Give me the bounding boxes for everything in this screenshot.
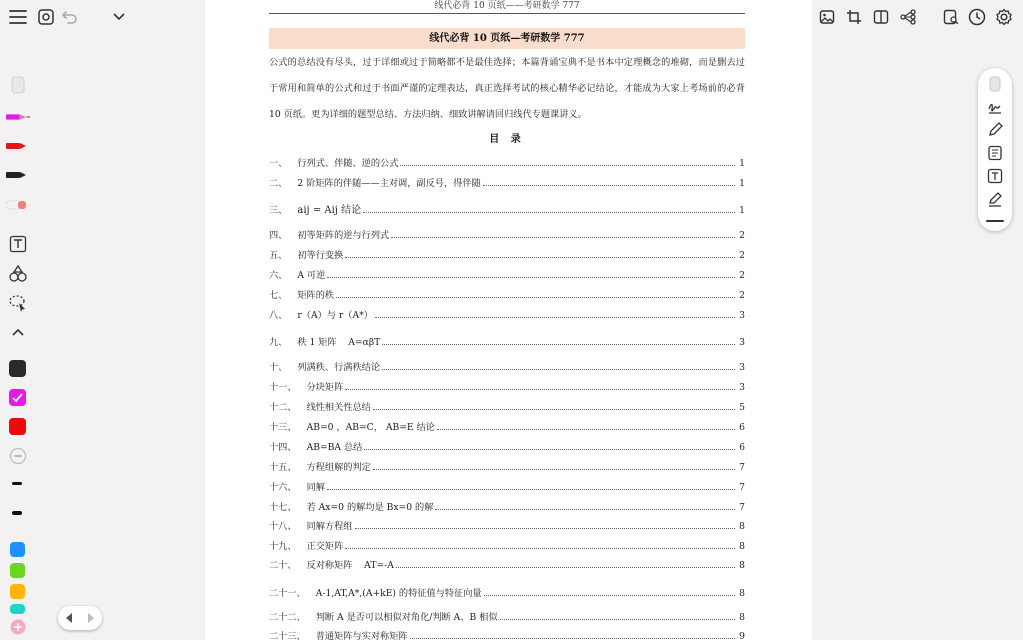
toc-page-number: 3 [739, 337, 745, 348]
toc-text: 初等行变换 [297, 250, 344, 261]
toc-entry[interactable] [269, 457, 745, 473]
toc-text: 若 Ax=0 的解均是 Bx=0 的解 [306, 502, 434, 513]
toc-page-number: 1 [739, 158, 745, 169]
collapse-up-icon[interactable] [6, 321, 30, 343]
toc-number: 十七、 [269, 502, 297, 513]
toc-leader [364, 449, 735, 450]
toc-entry[interactable] [269, 417, 745, 433]
text-box-icon[interactable] [985, 166, 1005, 186]
toc-leader [382, 369, 735, 370]
toc-leader [373, 469, 735, 470]
toc-page-number: 9 [739, 631, 745, 640]
toc-number: 十二、 [269, 402, 297, 413]
toc-entry[interactable] [269, 536, 745, 552]
chevron-down-icon[interactable] [109, 7, 129, 27]
toc-entry[interactable] [269, 437, 745, 453]
toc-leader [382, 344, 735, 345]
toc-page-number: 7 [739, 462, 745, 473]
toc-leader [345, 257, 735, 258]
toc-page-number: 8 [739, 588, 745, 599]
toc-page-number: 6 [739, 442, 745, 453]
toc-entry[interactable] [269, 477, 745, 493]
toc-text: AB=0 ，AB=C， AB=E 结论 [306, 422, 435, 433]
toc-page-number: 2 [739, 270, 745, 281]
color-swatch-red[interactable] [9, 418, 26, 435]
toc-entry[interactable] [269, 581, 745, 599]
toc-text: 正交矩阵 [306, 541, 344, 552]
toc-text: A 可逆 [297, 270, 326, 281]
toc-text: 线性相关性总结 [306, 402, 371, 413]
toc-text: 判断 A 是否可以相似对角化/判断 A、B 相似 [315, 612, 498, 623]
left-tool-rail [0, 34, 36, 640]
document-title-banner: 线代必背 10 页纸—考研数学 777 [269, 28, 745, 49]
check-icon [9, 389, 26, 406]
eraser-icon[interactable] [985, 74, 1005, 94]
toc-leader [363, 212, 735, 213]
toc-page-number: 2 [739, 290, 745, 301]
toc-text: 行列式、伴随、逆的公式 [297, 158, 399, 169]
toc-leader [391, 237, 735, 238]
add-color-icon[interactable] [6, 616, 30, 638]
toc-entry[interactable] [269, 153, 745, 169]
toc-number: 四、 [269, 230, 288, 241]
intro-paragraph: 公式的总结没有尽头，过于详细或过于简略都不是最佳选择；本篇背诵宝典不是书本中定理概念的堆砌，而是删去过于常用和简单的公式和过于书面严谨的定理表达，真正选择考试的核心精华必记结论，才能成为大家上考场前的必背 10 页纸。更为详细的题型总结、方法归纳、细致讲解请回归线代专题课讲义。 [269, 57, 745, 120]
toc-page-number: 8 [739, 560, 745, 571]
previous-page-icon[interactable] [64, 609, 74, 628]
toc-number: 二十、 [269, 560, 297, 571]
toc-leader [483, 185, 735, 186]
toc-entry[interactable] [269, 245, 745, 261]
toc-entry[interactable] [269, 626, 745, 640]
crop-icon[interactable] [844, 7, 864, 27]
toc-leader [437, 429, 735, 430]
highlighter-tool-icon[interactable] [6, 194, 30, 216]
toc-leader [396, 567, 735, 568]
toc-leader [327, 489, 735, 490]
toc-text: A-1,AT,A*,(A+kE) 的特征值与特征向量 [315, 588, 482, 599]
toc-leader [375, 317, 735, 318]
toc-number: 八、 [269, 310, 288, 321]
toc-entry[interactable] [269, 225, 745, 241]
toc-leader [345, 389, 735, 390]
toc-number: 十四、 [269, 442, 297, 453]
search-document-icon[interactable] [941, 7, 961, 27]
toc-text: 方程组解的判定 [306, 462, 371, 473]
toc-number: 十、 [269, 362, 288, 373]
toc-entry[interactable] [269, 555, 745, 571]
shapes-tool-icon[interactable] [6, 263, 30, 285]
toc-entry[interactable] [269, 198, 745, 216]
toc-entry[interactable] [269, 265, 745, 281]
toc-text: r（A）与 r（A*） [297, 310, 373, 321]
toc-text: 秩 1 矩阵 A=αβT [297, 337, 381, 348]
toc-entry[interactable] [269, 357, 745, 373]
toc-leader [327, 277, 735, 278]
image-icon[interactable] [817, 7, 837, 27]
color-swatch-blue[interactable] [10, 542, 25, 557]
toc-entry[interactable] [269, 305, 745, 321]
toc-number: 十三、 [269, 422, 297, 433]
color-swatch-green[interactable] [10, 563, 25, 578]
toc-text: 初等矩阵的逆与行列式 [297, 230, 390, 241]
toc-page-number: 3 [739, 382, 745, 393]
right-quick-tools [978, 68, 1012, 231]
toc-page-number: 2 [739, 230, 745, 241]
toc-leader [484, 595, 735, 596]
toc-number: 七、 [269, 290, 288, 301]
toc-page-number: 8 [739, 541, 745, 552]
gear-icon[interactable] [994, 7, 1014, 27]
toc-page-number: 2 [739, 250, 745, 261]
toc-number: 三、 [269, 205, 288, 216]
toc-entry[interactable] [269, 330, 745, 348]
signature-icon[interactable] [985, 97, 1005, 117]
toc-number: 十六、 [269, 482, 297, 493]
toc-entry[interactable] [269, 397, 745, 413]
toc-text: 普通矩阵与实对称矩阵 [315, 631, 408, 640]
toc-entry[interactable] [269, 516, 745, 532]
toc-page-number: 3 [739, 362, 745, 373]
toc-number: 十五、 [269, 462, 297, 473]
toc-page-number: 3 [739, 310, 745, 321]
toc-text: 分块矩阵 [306, 382, 344, 393]
pen-red-tool-icon[interactable] [6, 135, 30, 157]
lasso-tool-icon[interactable] [6, 292, 30, 314]
note-icon[interactable] [985, 143, 1005, 163]
marker-icon[interactable] [985, 189, 1005, 209]
menu-icon[interactable] [8, 7, 28, 27]
toc-text: 同解方程组 [306, 521, 353, 532]
toc-leader [336, 297, 735, 298]
color-swatch-yellow[interactable] [10, 584, 25, 599]
pen-black-tool-icon[interactable] [6, 164, 30, 186]
toc-leader [410, 638, 735, 639]
toc-leader [435, 509, 735, 510]
toc-number: 十一、 [269, 382, 297, 393]
toc-text: AB=BA 总结 [306, 442, 363, 453]
toc-leader [500, 619, 735, 620]
toc-text: 反对称矩阵 AT=-A [306, 560, 394, 571]
reading-mode-icon[interactable] [36, 7, 56, 27]
stroke-width-medium[interactable] [12, 511, 22, 515]
toc-number: 二十一、 [269, 588, 306, 599]
toc-page-number: 1 [739, 178, 745, 189]
toc-entry[interactable] [269, 497, 745, 513]
toc-entry[interactable] [269, 607, 745, 623]
toc-leader [400, 165, 735, 166]
toc-number: 二十二、 [269, 612, 306, 623]
toc-number: 一、 [269, 158, 288, 169]
toc-text: 矩阵的秩 [297, 290, 335, 301]
text-tool-icon[interactable] [6, 233, 30, 255]
remove-color-icon[interactable] [6, 445, 30, 467]
running-head: 线代必背 10 页纸——考研数学 777 [269, 0, 745, 14]
toc-text: 同解 [306, 482, 325, 493]
toc-number: 十八、 [269, 521, 297, 532]
toc-number: 五、 [269, 250, 288, 261]
toc-page-number: 8 [739, 521, 745, 532]
toc-number: 九、 [269, 337, 288, 348]
toc-page-number: 6 [739, 422, 745, 433]
toc-number: 六、 [269, 270, 288, 281]
toc-number: 二、 [269, 178, 288, 189]
clock-icon[interactable] [967, 7, 987, 27]
more-icon[interactable] [985, 211, 1005, 231]
pdf-page [205, 0, 812, 640]
toc-text: 列满秩、行满秩结论 [297, 362, 381, 373]
mindmap-icon[interactable] [898, 7, 918, 27]
toc-entry[interactable] [269, 285, 745, 301]
color-swatch-black[interactable] [9, 360, 26, 377]
undo-icon[interactable] [60, 7, 80, 27]
toc-page-number: 5 [739, 402, 745, 413]
eraser-tool-icon[interactable] [6, 74, 30, 96]
pen-magenta-tool-icon[interactable] [6, 106, 30, 128]
toc-text: 2 阶矩阵的伴随——主对调，副反号，得伴随 [297, 178, 481, 189]
toc-entry[interactable] [269, 377, 745, 393]
toc-page-number: 1 [739, 205, 745, 216]
pencil-icon[interactable] [985, 120, 1005, 140]
toc-leader [345, 548, 735, 549]
toc-page-number: 8 [739, 612, 745, 623]
toc-leader [373, 409, 735, 410]
page-navigation [58, 606, 102, 630]
color-swatch-magenta[interactable] [9, 389, 26, 406]
split-view-icon[interactable] [871, 7, 891, 27]
toc-page-number: 7 [739, 502, 745, 513]
toc-text: aij = Aij 结论 [297, 205, 362, 216]
toc-entry[interactable] [269, 173, 745, 189]
toc-number: 二十三、 [269, 631, 306, 640]
toc-leader [355, 528, 736, 529]
toc-number: 十九、 [269, 541, 297, 552]
toc-page-number: 7 [739, 482, 745, 493]
color-swatch-cyan[interactable] [10, 604, 25, 614]
stroke-width-thin[interactable] [12, 482, 22, 485]
next-page-icon[interactable] [86, 609, 96, 628]
toc-title: 目 录 [489, 134, 525, 145]
